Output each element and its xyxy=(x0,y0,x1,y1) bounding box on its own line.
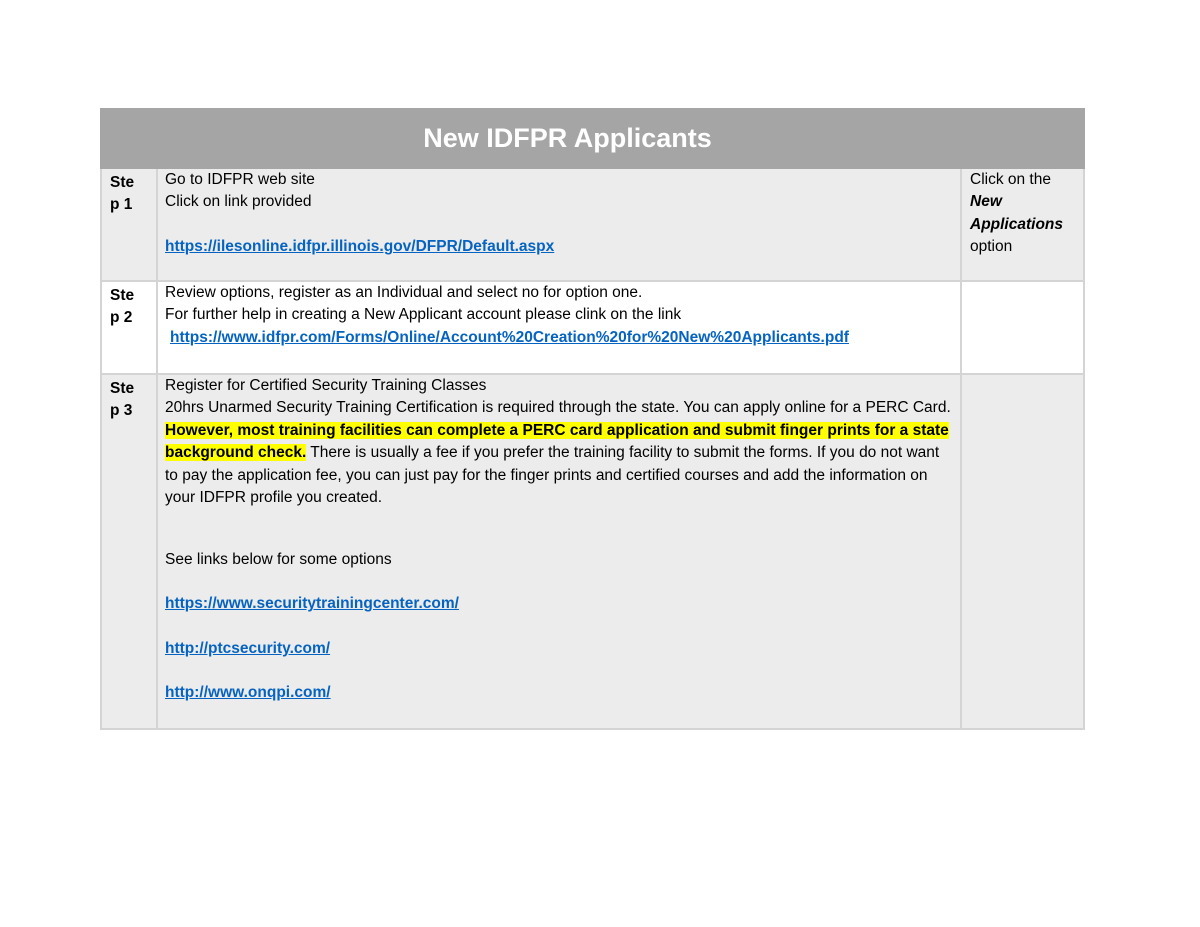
step-2-line-2: For further help in creating a New Applicant account please clink on the link xyxy=(165,306,682,324)
paragraph-part: 20hrs Unarmed Security Training Certification is required through the state. You can apply online for a PERC Card. xyxy=(165,399,951,417)
applicants-table xyxy=(100,108,1085,730)
step-1-note xyxy=(961,168,1084,281)
step-label-part: Ste xyxy=(110,174,135,191)
note-line-italic: Applications xyxy=(970,215,1064,233)
step-2-note xyxy=(961,281,1084,374)
paragraph-part: There is usually a fee if you prefer the training facility to submit the forms. If you do not want to pay the application fee, you can just pay for the finger prints and certified courses and add the information on your IDFPR profile you created. xyxy=(165,444,940,507)
onqpi-link[interactable]: http://www.onqpi.com/ xyxy=(165,684,331,702)
note-line: Click on the xyxy=(970,171,1051,188)
security-training-center-link[interactable]: https://www.securitytrainingcenter.com/ xyxy=(165,595,459,613)
step-2-line-1: Review options, register as an Individual and select no for option one. xyxy=(165,284,643,301)
step-label-part: p 1 xyxy=(110,196,133,214)
note-line-italic: New xyxy=(970,193,1002,211)
step-label-part: p 2 xyxy=(110,309,133,327)
table-header-row xyxy=(101,109,1084,168)
step-2-row xyxy=(101,281,1084,374)
step-1-label xyxy=(101,168,157,281)
idfpr-portal-link[interactable]: https://ilesonline.idfpr.illinois.gov/DFPR/Default.aspx xyxy=(165,238,555,256)
step-3-title: Register for Certified Security Training Classes xyxy=(165,377,487,394)
step-label-part: Ste xyxy=(110,287,135,304)
step-3-row xyxy=(101,374,1084,729)
step-1-content xyxy=(157,168,961,281)
step-3-note xyxy=(961,374,1084,729)
step-3-label xyxy=(101,374,157,729)
step-1-line-1: Go to IDFPR web site xyxy=(165,171,315,188)
table-title: New IDFPR Applicants xyxy=(101,109,1084,168)
highlighted-text: However, most training facilities can complete a PERC card application and submit finger prints for a state background check. xyxy=(165,421,949,462)
note-line: option xyxy=(970,238,1013,256)
account-creation-guide-link[interactable]: https://www.idfpr.com/Forms/Online/Account%20Creation%20for%20New%20Applicants.pdf xyxy=(170,328,849,346)
step-1-line-2: Click on link provided xyxy=(165,193,312,211)
ptc-security-link[interactable]: http://ptcsecurity.com/ xyxy=(165,639,331,657)
step-3-content xyxy=(157,374,961,729)
step-label-part: Ste xyxy=(110,380,135,397)
step-1-row xyxy=(101,168,1084,281)
step-label-part: p 3 xyxy=(110,402,133,420)
step-2-content xyxy=(157,281,961,374)
step-3-paragraph xyxy=(165,397,960,509)
step-2-label xyxy=(101,281,157,374)
see-links-text: See links below for some options xyxy=(165,550,392,568)
